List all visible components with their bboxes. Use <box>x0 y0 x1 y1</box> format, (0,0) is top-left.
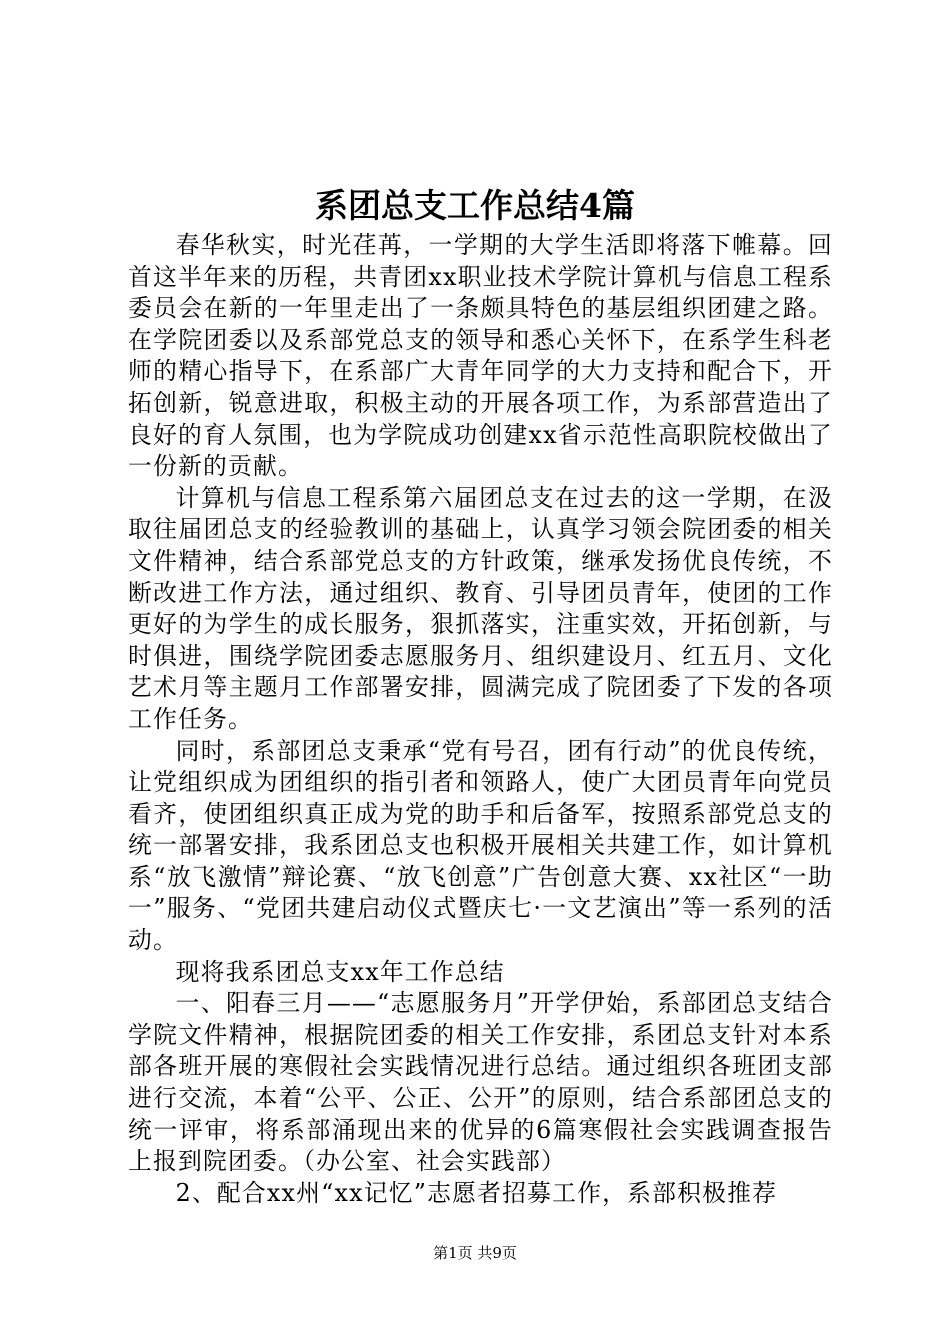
paragraph-item-1: 一、阳春三月——“志愿服务月”开学伊始，系部团总支结合学院文件精神，根据院团委的相关工作安排，系团总支针对本系部各班开展的寒假社会实践情况进行总结。通过组织各班团支部进行交流，本着“公平、公正、公开”的原则，结合系部团总支的统一评审，将系部涌现出来的优异的6篇寒假社会实践调查报告上报到院团委。（办公室、社会实践部） <box>128 989 833 1176</box>
paragraph-section-heading: 现将我系团总支xx年工作总结 <box>175 957 505 986</box>
document-title: 系团总支工作总结4篇 <box>315 186 635 225</box>
paragraph-party-building: 同时，系部团总支秉承“党有号召，团有行动”的优良传统，让党组织成为团组织的指引者和领路人，使广大团员青年向党员看齐，使团组织真正成为党的助手和后备军，按照系部党总支的统一部署安排，我系团总支也积极开展相关共建工作，如计算机系“放飞激情”辩论赛、“放飞创意”广告创意大赛、xx社区“一助一”服务、“党团共建启动仪式暨庆七·一文艺演出”等一系列的活动。 <box>128 736 833 955</box>
document-body <box>128 230 833 1209</box>
page-number-footer: 第1页 共9页 <box>433 1244 517 1262</box>
paragraph-summary: 计算机与信息工程系第六届团总支在过去的这一学期，在汲取往届团总支的经验教训的基础上，认真学习领会院团委的相关文件精神，结合系部党总支的方针政策，继承发扬优良传统，不断改进工作方法，通过组织、教育、引导团员青年，使团的工作更好的为学生的成长服务，狠抓落实，注重实效，开拓创新，与时俱进，围绕学院团委志愿服务月、组织建设月、红五月、文化艺术月等主题月工作部署安排，圆满完成了院团委了下发的各项工作任务。 <box>128 483 833 733</box>
paragraph-intro: 春华秋实，时光荏苒，一学期的大学生活即将落下帷幕。回首这半年来的历程，共青团xx职业技术学院计算机与信息工程系委员会在新的一年里走出了一条颇具特色的基层组织团建之路。在学院团委以及系部党总支的领导和悉心关怀下，在系学生科老师的精心指导下，在系部广大青年同学的大力支持和配合下，开拓创新，锐意进取，积极主动的开展各项工作，为系部营造出了良好的育人氛围，也为学院成功创建xx省示范性高职院校做出了一份新的贡献。 <box>128 231 833 481</box>
paragraph-item-2: 2、配合xx州“xx记忆”志愿者招募工作，系部积极推荐 <box>175 1178 778 1207</box>
